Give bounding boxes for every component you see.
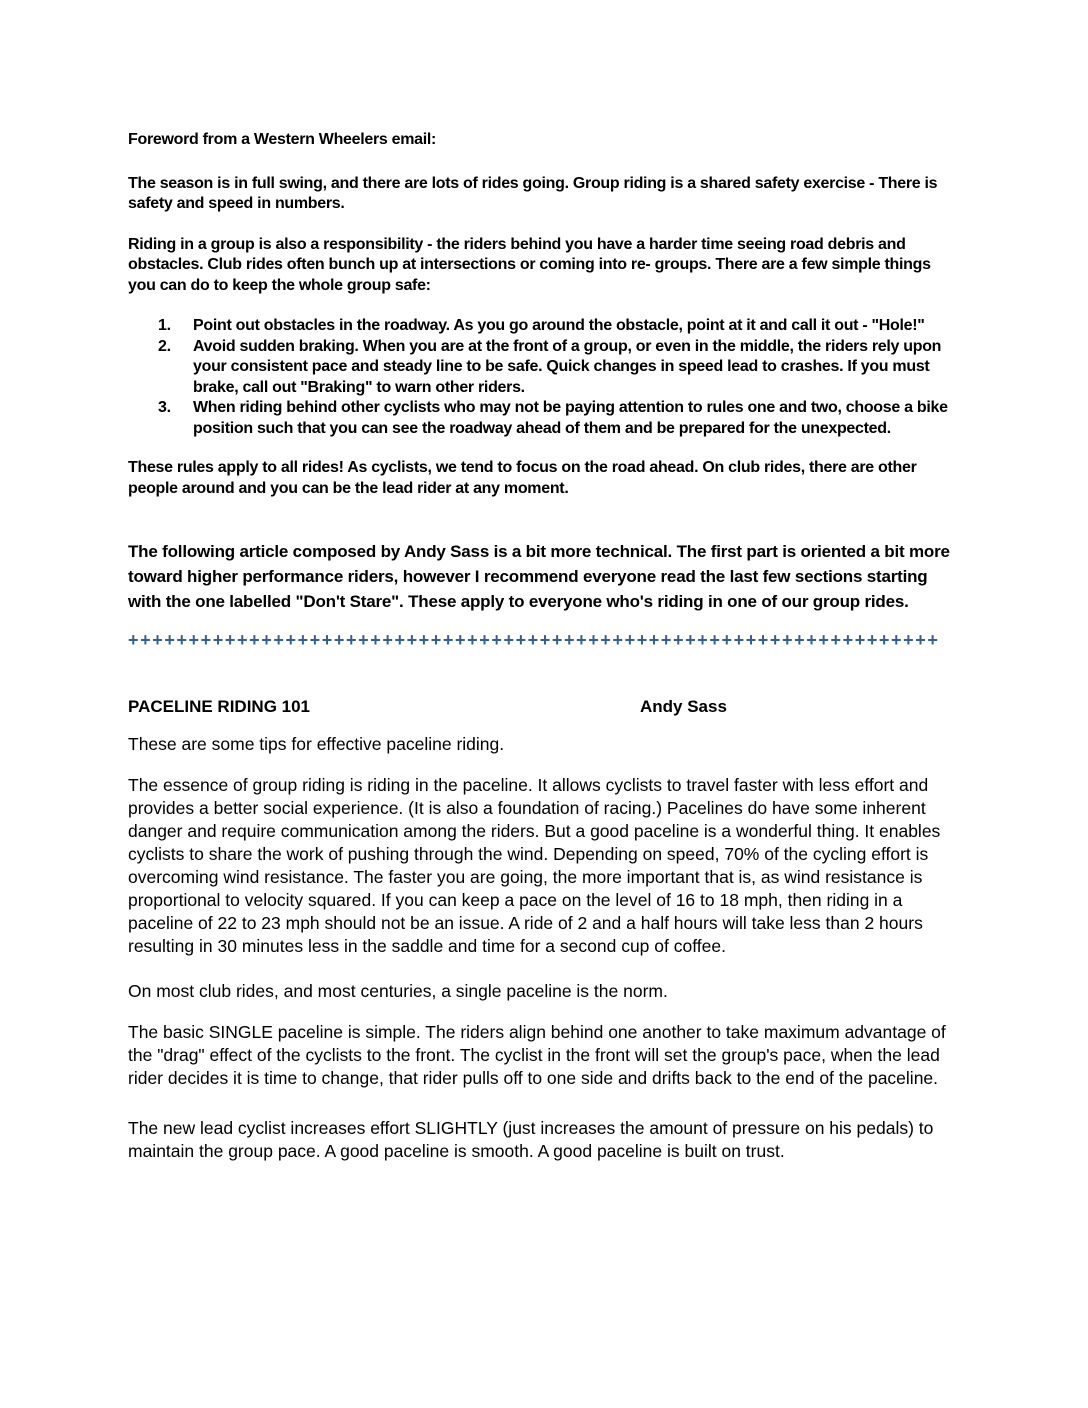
list-item [128,398,960,439]
list-item-number: 1. [158,317,171,334]
article-author: Andy Sass [640,697,727,716]
foreword-paragraph-1: The season is in full swing, and there are lots of rides going. Group riding is a shared safety exercise - There is safety and speed in numbers. [128,174,938,212]
list-item-text: Avoid sudden braking. When you are at the front of a group, or even in the middle, the riders rely upon your consistent pace and steady line to be safe. Quick changes in speed lead to crashes. If you must brake, call out "Braking" to warn other riders. [193,337,942,396]
article-paragraph-1: These are some tips for effective paceline riding. [128,734,505,754]
foreword-paragraph-2: Riding in a group is also a responsibility - the riders behind you have a harder time seeing road debris and obstacles. Club rides often bunch up at intersections or coming into re- groups. There are a few simple things you can do to keep the whole group safe: [128,235,931,294]
list-item [128,337,960,399]
list-item-text: Point out obstacles in the roadway. As you go around the obstacle, point at it and call it out - "Hole!" [193,317,925,334]
article-title: PACELINE RIDING 101 [128,697,311,716]
list-item-number: 2. [158,337,171,355]
list-item [128,316,960,337]
foreword-heading: Foreword from a Western Wheelers email: [128,131,437,148]
article-paragraph-4: The basic SINGLE paceline is simple. The riders align behind one another to take maximum advantage of the "drag" effect of the cyclists to the front. The cyclist in the front will set the group's pace, when the lead rider decides it is time to change, that rider pulls off to one side and drifts back to the end of the paceline. [128,1022,946,1088]
article-paragraph-3: On most club rides, and most centuries, a single paceline is the norm. [128,981,668,1001]
list-item-number: 3. [158,399,171,416]
foreword-paragraph-3: These rules apply to all rides! As cyclists, we tend to focus on the road ahead. On club rides, there are other people around and you can be the lead rider at any moment. [128,459,917,497]
plus-divider: +++++++++++++++++++++++++++++++++++++++++++++++++++++++++++++++++++ [128,630,940,650]
list-item-text: When riding behind other cyclists who may not be paying attention to rules one and two, choose a bike position such that you can see the roadway ahead of them and be prepared for the unexpected. [193,399,948,437]
article-paragraph-5: The new lead cyclist increases effort SLIGHTLY (just increases the amount of pressure on his pedals) to maintain the group pace. A good paceline is smooth. A good paceline is built on trust. [128,1118,934,1161]
article-header [128,696,960,717]
safety-rules-list [128,316,960,439]
editor-note: The following article composed by Andy Sass is a bit more technical. The first part is oriented a bit more toward higher performance riders, however I recommend everyone read the last few sections starting with the one labelled "Don't Stare". These apply to everyone who's riding in one of our group rides. [128,542,950,611]
article-paragraph-2: The essence of group riding is riding in the paceline. It allows cyclists to travel faster with less effort and provides a better social experience. (It is also a foundation of racing.) Pacelines do have some inherent danger and require communication among the riders. But a good paceline is a wonderful thing. It enables cyclists to share the work of pushing through the wind. Depending on speed, 70% of the cycling effort is overcoming wind resistance. The faster you are going, the more important that is, as wind resistance is proportional to velocity squared. If you can keep a pace on the level of 16 to 18 mph, then riding in a paceline of 22 to 23 mph should not be an issue. A ride of 2 and a half hours will take less than 2 hours resulting in 30 minutes less in the saddle and time for a second cup of coffee. [128,775,941,956]
